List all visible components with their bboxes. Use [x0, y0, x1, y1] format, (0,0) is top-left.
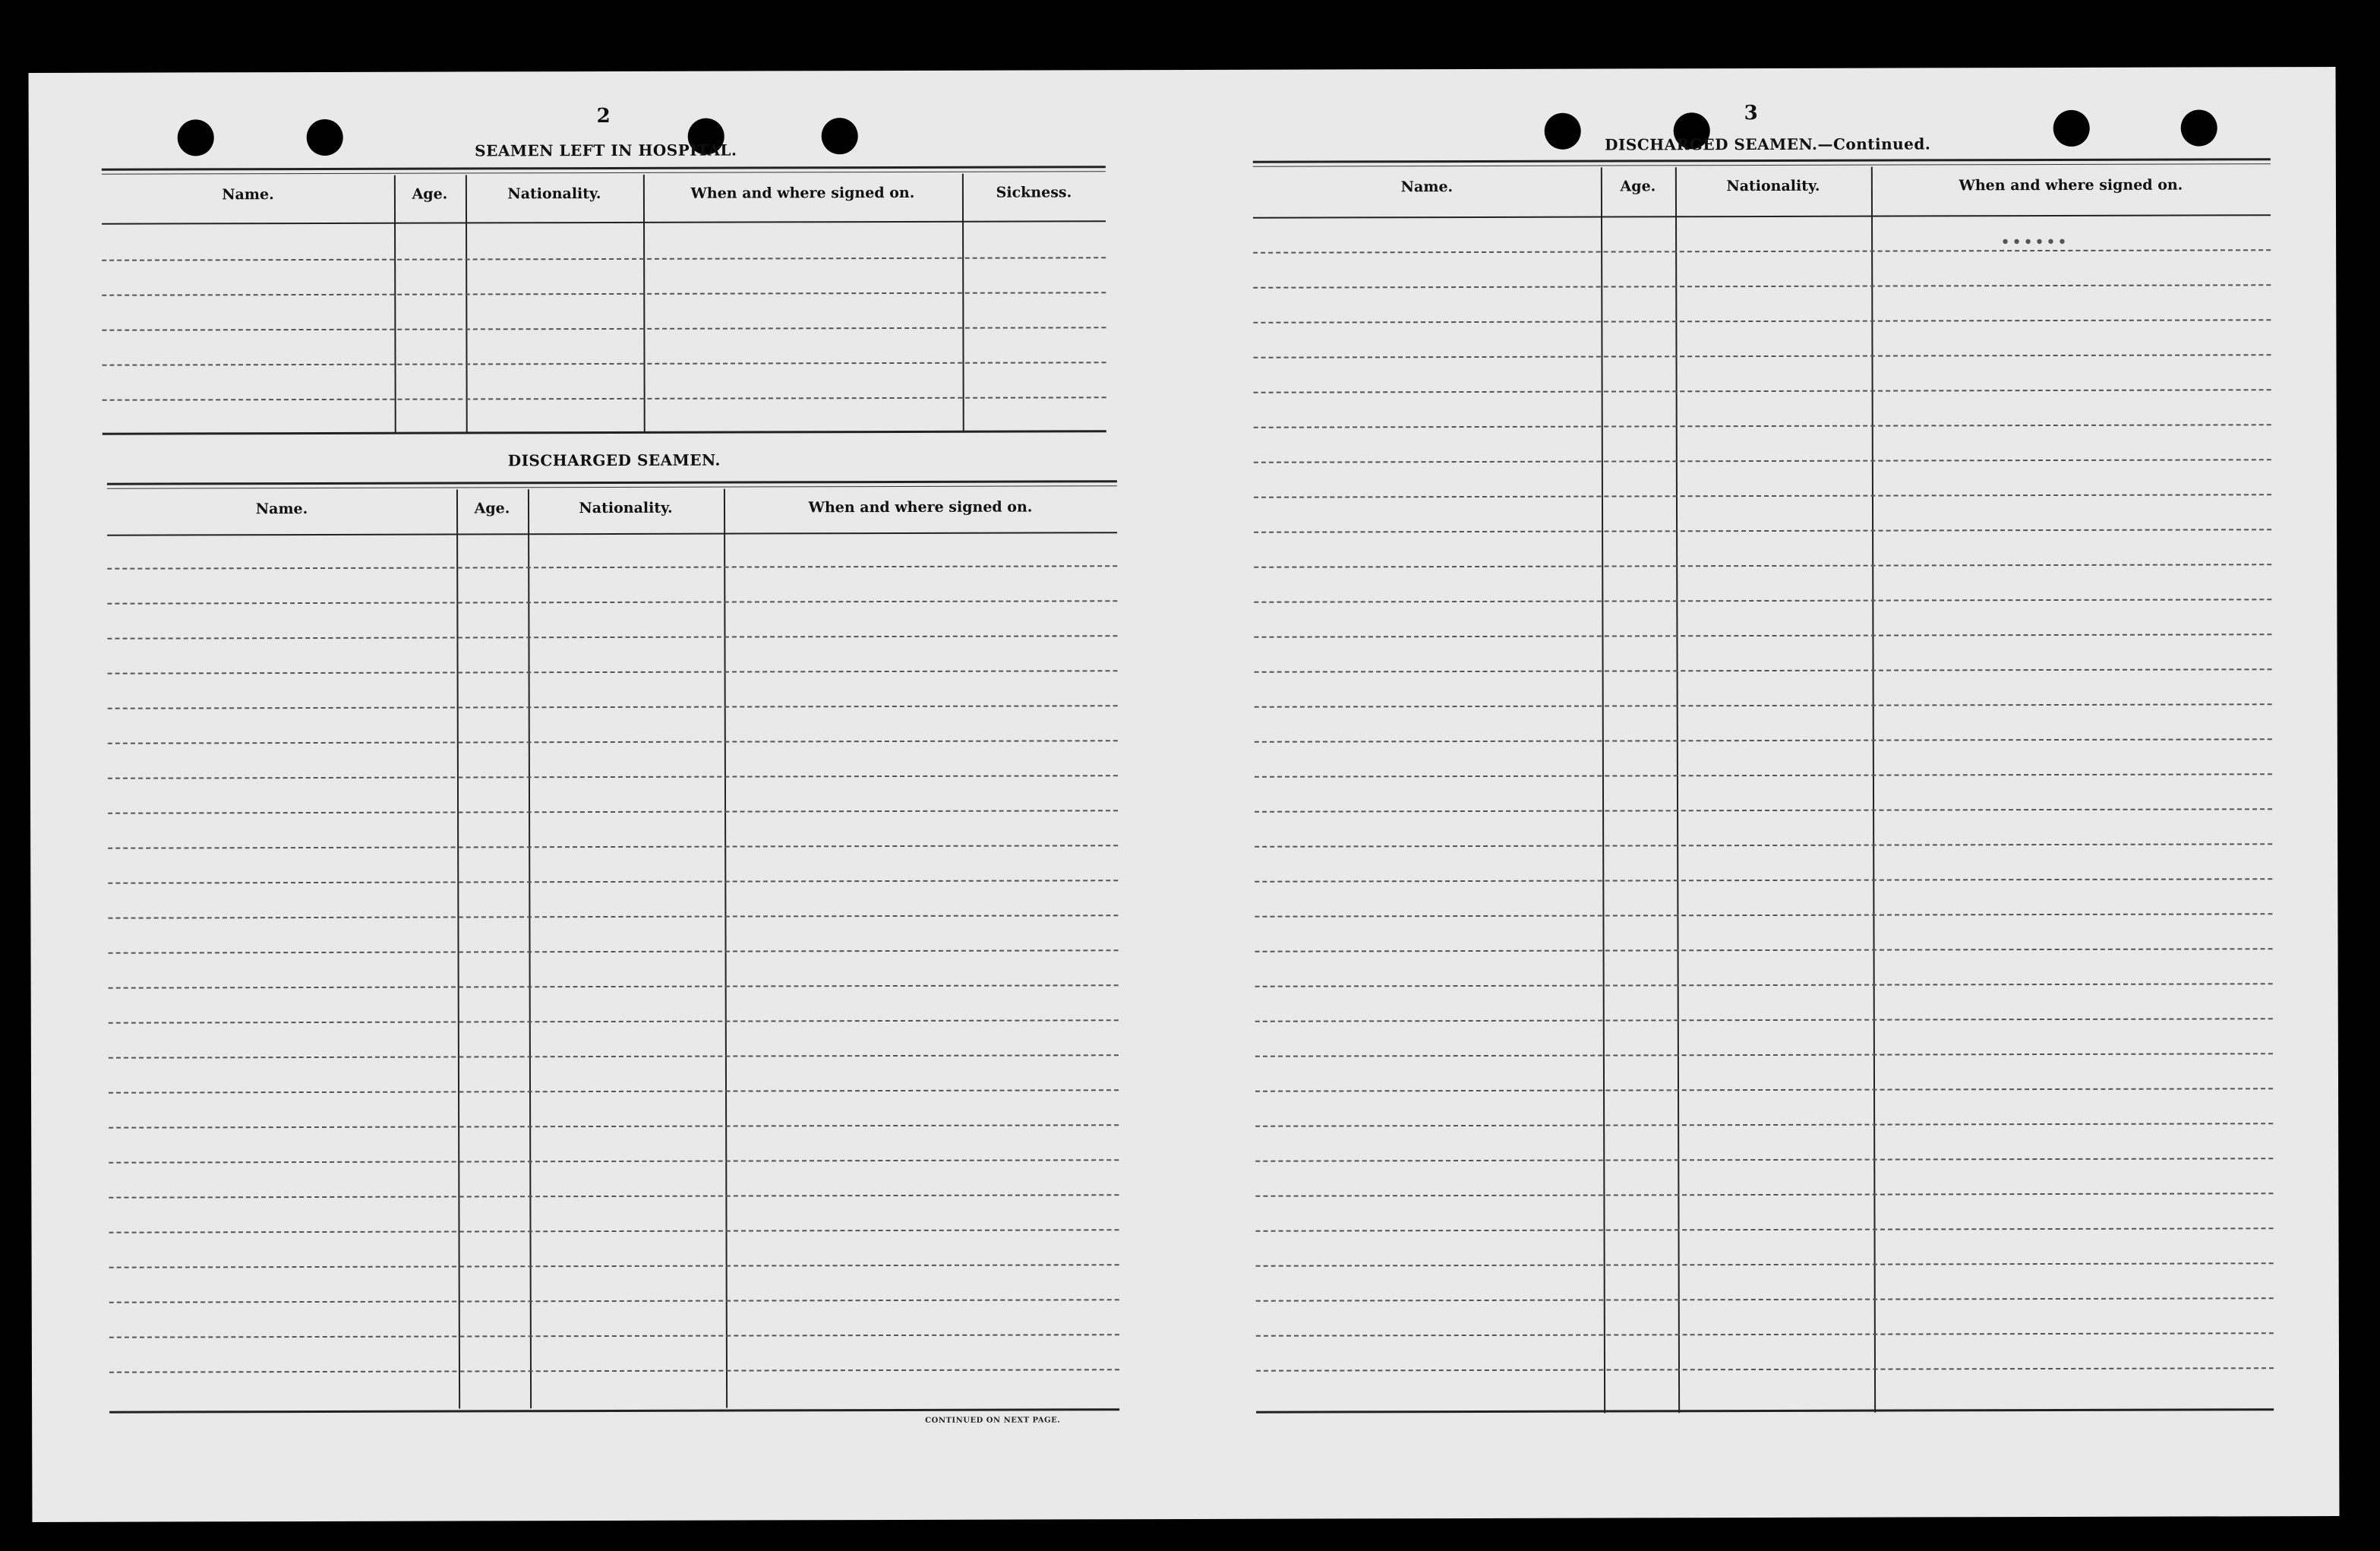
col-age-header: Age. [474, 500, 510, 517]
entry-line [102, 327, 1106, 330]
punch-hole [2053, 110, 2090, 147]
col-nationality-header: Nationality. [1726, 177, 1820, 195]
hospital-section-title: SEAMEN LEFT IN HOSPITAL. [475, 141, 737, 160]
document-sheet [29, 67, 2340, 1522]
col-nationality-header: Nationality. [507, 185, 601, 203]
col-age-header: Age. [412, 185, 448, 203]
col-signed-on-header: When and where signed on. [690, 184, 915, 202]
ink-smudge: •••••• [2000, 232, 2069, 253]
punch-hole [822, 118, 858, 154]
col-nationality-header: Nationality. [579, 499, 673, 517]
discharged-section-title: DISCHARGED SEAMEN. [507, 450, 721, 470]
punch-hole [307, 119, 343, 156]
col-name-header: Name. [222, 186, 274, 204]
discharged-table-right [1253, 158, 2274, 1414]
entry-line [103, 362, 1106, 365]
col-age-header: Age. [1620, 178, 1656, 195]
col-name-header: Name. [1400, 178, 1454, 196]
left-page-number: 2 [596, 104, 611, 128]
col-signed-on-header: When and where signed on. [808, 498, 1033, 516]
col-sickness-header: Sickness. [996, 184, 1072, 201]
punch-hole [1545, 113, 1581, 150]
punch-hole [178, 119, 214, 156]
continued-note: CONTINUED ON NEXT PAGE. [925, 1416, 1061, 1425]
entry-line [102, 257, 1106, 261]
discharged-table-left [107, 480, 1119, 1417]
entry-line [102, 292, 1106, 295]
punch-hole [2181, 109, 2217, 146]
col-signed-on-header: When and where signed on. [1959, 176, 2183, 194]
hospital-table [102, 166, 1106, 441]
right-section-title: DISCHARGED SEAMEN.—Continued. [1605, 134, 1931, 154]
col-name-header: Name. [255, 501, 308, 518]
entry-line [103, 396, 1106, 400]
right-page-number: 3 [1744, 102, 1758, 125]
